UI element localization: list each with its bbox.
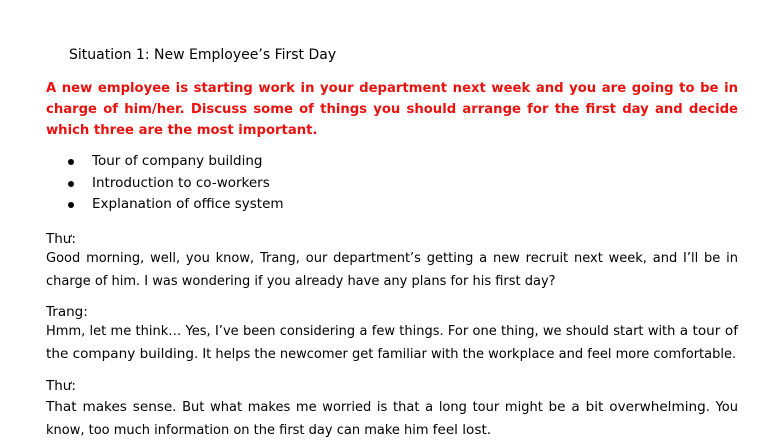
speaker-label: Thư: xyxy=(46,231,76,247)
bullet-text: Introduction to co-workers xyxy=(92,174,270,191)
speaker-label: Thư: xyxy=(46,378,76,394)
bullet-icon xyxy=(68,181,74,187)
bullet-icon xyxy=(68,202,74,208)
dialogue-text: . It helps the newcomer get familiar with the workplace and feel more comfortable. xyxy=(194,347,737,362)
emphasis-text: That makes sense xyxy=(46,399,173,415)
speaker-label: Trang: xyxy=(46,304,88,320)
dialogue-paragraph xyxy=(46,396,738,442)
bullet-list xyxy=(0,151,784,216)
emphasis-text: feel lost. xyxy=(432,422,492,438)
dialogue-text: Hmm, let me think… Yes, I’ve been considering a few things. For one thing, we should start with xyxy=(46,324,680,339)
dialogue-paragraph xyxy=(46,320,738,366)
list-item xyxy=(0,151,784,173)
emphasis-text: be a bit overwhelming xyxy=(548,399,706,415)
bullet-icon xyxy=(68,159,74,165)
bullet-text: Tour of company building xyxy=(92,153,263,169)
bullet-text: Explanation of office system xyxy=(92,196,284,212)
dialogue-paragraph xyxy=(46,247,738,293)
emphasis-text: a tour of the company building xyxy=(46,323,738,362)
list-item xyxy=(0,194,784,216)
dialogue-text: Good morning, well, you know, Trang, our department’s getting a new recruit next week, and I’ll be in charge of him. I was wondering if you already have any plans for his first day? xyxy=(46,251,738,289)
situation-title: Situation 1: New Employee’s First Day xyxy=(69,47,337,63)
list-item xyxy=(0,173,784,195)
task-prompt: A new employee is starting work in your department next week and you are going to be in charge of him/her. Discuss some of things you should arrange for the first day and decide which three are the most important. xyxy=(46,81,738,138)
dialogue-text: . But what makes me worried is that a long tour might xyxy=(172,400,549,415)
dialogue-text: . You know, too much information on the first day can make him xyxy=(46,400,738,438)
